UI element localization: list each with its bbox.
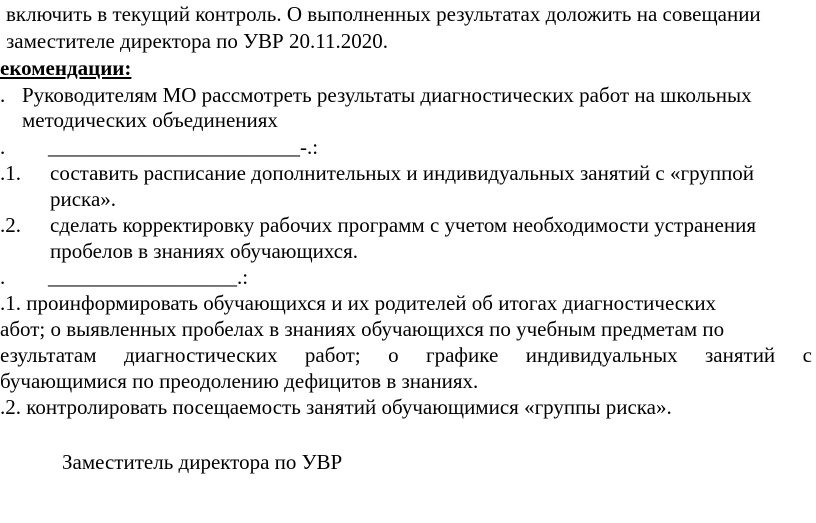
word: занятий [705, 343, 776, 367]
word: работ; [304, 343, 361, 367]
list-item-text: сделать корректировку рабочих программ с учетом необходимости устранения [50, 213, 756, 237]
signature-title: Заместитель директора по УВР [62, 450, 343, 474]
list-number: . [0, 135, 6, 159]
section-heading: екомендации: [0, 56, 132, 80]
list-item-text: риска». [50, 187, 117, 211]
paragraph-line: .1. проинформировать обучающихся и их родителей об итогах диагностических [0, 291, 717, 315]
word: езультатам [0, 343, 97, 367]
paragraph-line: абот; о выявленных пробелах в знаниях обучающихся по учебным предметам по [0, 317, 725, 341]
word: диагностических [123, 343, 278, 367]
text-line: включить в текущий контроль. О выполненных результатах доложить на совещании [6, 2, 761, 26]
word: о [388, 343, 399, 367]
paragraph-line-justified [0, 342, 812, 368]
list-number: . [0, 83, 6, 107]
blank-field: __________________.: [48, 265, 249, 289]
list-item-text: пробелов в знаниях обучающихся. [50, 239, 359, 263]
list-number: .1. [0, 161, 21, 185]
word: графике [426, 343, 499, 367]
blank-field: ________________________-.: [48, 135, 319, 159]
list-item-text: методических объединениях [22, 108, 278, 132]
text-line: заместителе директора по УВР 20.11.2020. [6, 29, 388, 53]
list-item-text: составить расписание дополнительных и индивидуальных занятий с «группой [50, 161, 755, 185]
paragraph-line: бучающимися по преодолению дефицитов в знаниях. [0, 369, 479, 393]
word: индивидуальных [525, 343, 678, 367]
list-number: . [0, 265, 6, 289]
list-item-text: Руководителям МО рассмотреть результаты диагностических работ на школьных [22, 83, 752, 107]
list-number: .2. [0, 213, 21, 237]
paragraph-line: .2. контролировать посещаемость занятий обучающимися «группы риска». [0, 395, 672, 419]
word: с [802, 343, 812, 367]
